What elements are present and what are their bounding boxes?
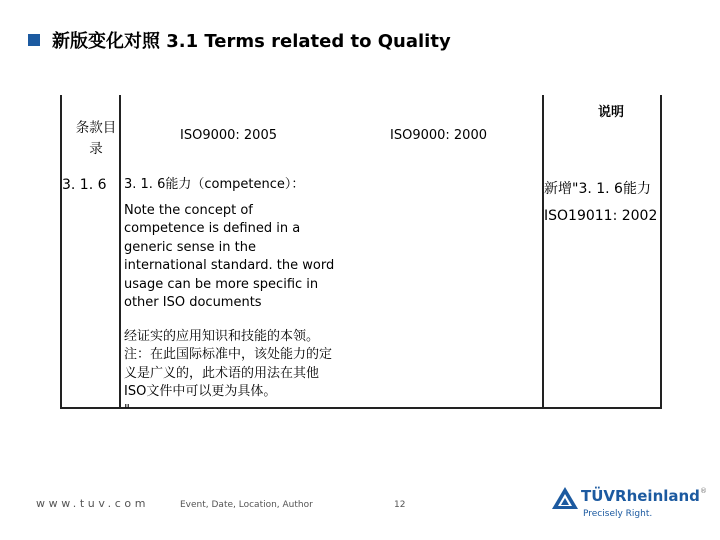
table-border-left: [60, 95, 62, 409]
iso2005-term: 3. 1. 6能力（competence）：: [124, 177, 305, 192]
note-content: [544, 176, 659, 230]
tuv-logo: [552, 486, 707, 528]
note-line-iso19011: ISO19011: 2002: [544, 208, 658, 224]
iso2005-content: [124, 176, 336, 420]
note-line-new: 新增"3. 1. 6能力: [544, 181, 651, 197]
header-iso9000-2005: ISO9000: 2005: [180, 128, 277, 143]
comparison-table: [60, 95, 661, 418]
footer-website: www.tuv.com: [36, 497, 150, 510]
logo-claim: Precisely Right.: [583, 509, 653, 519]
iso2005-chinese-note: 注：在此国际标准中，该处能力的定义是广义的，此术语的用法在其他ISO文件中可以更为具体。: [124, 347, 333, 399]
footer-meta: Event, Date, Location, Author: [180, 500, 313, 510]
iso2005-end-mark: ": [124, 402, 130, 418]
footer-page-number: 12: [394, 500, 406, 510]
logo-wordmark: TÜVRheinland: [581, 487, 700, 505]
slide-title-bar: [28, 26, 451, 54]
iso2005-english-note: Note the concept of competence is defined in a generic sense in the international standard. the word usage can be more specific in other ISO documents: [124, 202, 335, 310]
title-bullet-square: [28, 34, 40, 46]
clause-number: 3. 1. 6: [62, 177, 107, 193]
tuv-triangle-icon: [552, 487, 578, 509]
logo-name: [581, 487, 707, 505]
table-divider-notes: [542, 95, 544, 409]
iso2005-chinese-definition: 经证实的应用知识和技能的本领。: [124, 328, 320, 344]
header-note: 说明: [598, 105, 625, 120]
table-border-right: [660, 95, 662, 409]
header-clause: 条款目录: [75, 120, 117, 157]
registered-mark: ®: [699, 487, 707, 495]
slide-title: 新版变化对照 3.1 Terms related to Quality: [52, 31, 451, 52]
header-iso9000-2000: ISO9000: 2000: [390, 128, 487, 143]
